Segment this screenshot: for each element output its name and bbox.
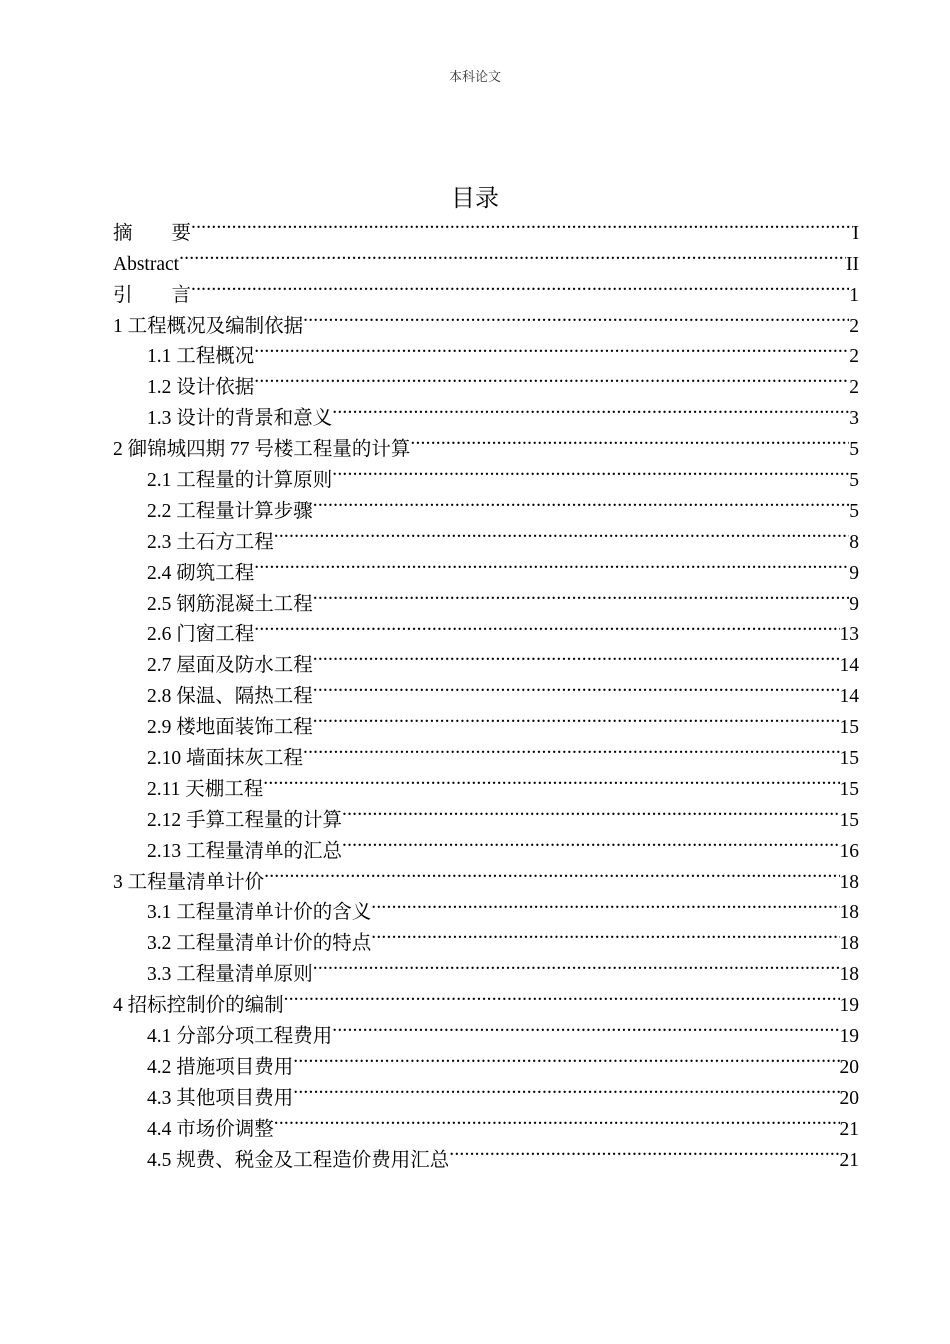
toc-entry-label: 2.13 工程量清单的汇总 xyxy=(147,840,343,862)
toc-entry-page-number: 3 xyxy=(849,408,859,430)
toc-dot-leader xyxy=(254,548,849,579)
toc-entry-label: 2.7 屋面及防水工程 xyxy=(147,655,313,677)
toc-entry-label: 4.4 市场价调整 xyxy=(147,1118,274,1140)
toc-dot-leader xyxy=(303,733,839,764)
toc-dot-leader xyxy=(264,857,839,888)
toc-entry-page-number: 18 xyxy=(839,871,859,893)
toc-entry-page-number: 9 xyxy=(849,562,859,584)
toc-dot-leader xyxy=(332,393,849,424)
toc-entry-label: 摘 要 xyxy=(113,222,192,244)
toc-dot-leader xyxy=(371,918,839,949)
toc-dot-leader xyxy=(342,795,839,826)
toc-entry-page-number: 15 xyxy=(839,717,859,739)
toc-entry-label: 1.3 设计的背景和意义 xyxy=(147,408,333,430)
toc-entry[interactable] xyxy=(113,208,859,244)
toc-entry-page-number: 8 xyxy=(849,531,859,553)
toc-entry-label: 引 言 xyxy=(113,284,192,306)
toc-entry-label: 3.3 工程量清单原则 xyxy=(147,964,313,986)
toc-entry-page-number: 15 xyxy=(839,778,859,800)
toc-dot-leader xyxy=(179,239,846,270)
toc-entry-label: 3.2 工程量清单计价的特点 xyxy=(147,933,372,955)
toc-entry-page-number: 18 xyxy=(839,902,859,924)
toc-entry[interactable] xyxy=(113,239,859,275)
toc-dot-leader xyxy=(313,640,840,671)
table-of-contents xyxy=(113,208,859,1171)
toc-entry-label: 4.5 规费、税金及工程造价费用汇总 xyxy=(147,1149,450,1171)
toc-dot-leader xyxy=(254,362,849,393)
toc-entry-page-number: 2 xyxy=(849,377,859,399)
toc-dot-leader xyxy=(191,208,852,239)
toc-entry-label: 2.8 保温、隔热工程 xyxy=(147,686,313,708)
toc-entry-label: 1.2 设计依据 xyxy=(147,377,255,399)
page-header: 本科论文 xyxy=(448,69,501,84)
toc-entry-page-number: 19 xyxy=(839,1026,859,1048)
toc-dot-leader xyxy=(371,888,839,919)
toc-title: 目录 xyxy=(451,184,499,212)
toc-entry-page-number: I xyxy=(852,222,859,244)
toc-entry-page-number: 21 xyxy=(839,1149,859,1171)
toc-entry-page-number: 2 xyxy=(849,346,859,368)
toc-dot-leader xyxy=(303,301,849,332)
toc-entry-page-number: 14 xyxy=(839,686,859,708)
toc-entry-page-number: 5 xyxy=(849,470,859,492)
toc-entry-label: 4.1 分部分项工程费用 xyxy=(147,1026,333,1048)
toc-entry-page-number: 14 xyxy=(839,655,859,677)
toc-entry-label: 1 工程概况及编制依据 xyxy=(113,315,304,337)
toc-dot-leader xyxy=(254,332,849,363)
toc-entry-label: 2.2 工程量计算步骤 xyxy=(147,500,313,522)
toc-entry-label: 2.6 门窗工程 xyxy=(147,624,255,646)
toc-entry-label: 3.1 工程量清单计价的含义 xyxy=(147,902,372,924)
toc-entry-label: 2.11 天棚工程 xyxy=(147,778,264,800)
toc-entry-page-number: II xyxy=(846,253,859,275)
toc-entry-page-number: 13 xyxy=(839,624,859,646)
toc-dot-leader xyxy=(332,455,849,486)
toc-dot-leader xyxy=(449,1135,839,1166)
toc-dot-leader xyxy=(274,1104,840,1135)
toc-entry-label: 2.1 工程量的计算原则 xyxy=(147,470,333,492)
toc-entry-page-number: 21 xyxy=(839,1118,859,1140)
toc-entry-page-number: 5 xyxy=(849,439,859,461)
toc-dot-leader xyxy=(293,1073,839,1104)
toc-entry-label: 2.12 手算工程量的计算 xyxy=(147,809,343,831)
toc-entry-page-number: 15 xyxy=(839,748,859,770)
toc-dot-leader xyxy=(254,610,839,641)
toc-entry-label: Abstract xyxy=(113,253,180,275)
toc-dot-leader xyxy=(313,702,840,733)
toc-entry-label: 2.10 墙面抹灰工程 xyxy=(147,748,304,770)
toc-dot-leader xyxy=(313,949,840,980)
toc-entry-label: 4.3 其他项目费用 xyxy=(147,1087,294,1109)
toc-entry-label: 4 招标控制价的编制 xyxy=(113,995,284,1017)
toc-entry-label: 2.5 钢筋混凝土工程 xyxy=(147,593,313,615)
toc-dot-leader xyxy=(293,1042,839,1073)
toc-entry-page-number: 18 xyxy=(839,964,859,986)
toc-entry[interactable] xyxy=(113,301,859,337)
toc-dot-leader xyxy=(313,671,840,702)
toc-dot-leader xyxy=(274,517,849,548)
toc-entry-label: 2.3 土石方工程 xyxy=(147,531,274,553)
toc-entry-page-number: 5 xyxy=(849,500,859,522)
toc-dot-leader xyxy=(410,424,849,455)
toc-entry-page-number: 20 xyxy=(839,1056,859,1078)
toc-entry-label: 4.2 措施项目费用 xyxy=(147,1056,294,1078)
toc-dot-leader xyxy=(313,579,849,610)
toc-dot-leader xyxy=(263,764,839,795)
toc-dot-leader xyxy=(284,980,840,1011)
toc-entry-page-number: 2 xyxy=(849,315,859,337)
toc-entry-page-number: 9 xyxy=(849,593,859,615)
toc-entry-label: 2.9 楼地面装饰工程 xyxy=(147,717,313,739)
toc-entry-label: 1.1 工程概况 xyxy=(147,346,255,368)
toc-entry-label: 3 工程量清单计价 xyxy=(113,871,265,893)
toc-entry-page-number: 15 xyxy=(839,809,859,831)
toc-entry-label: 2.4 砌筑工程 xyxy=(147,562,255,584)
toc-entry-page-number: 16 xyxy=(839,840,859,862)
toc-entry-page-number: 1 xyxy=(849,284,859,306)
toc-entry-label: 2 御锦城四期 77 号楼工程量的计算 xyxy=(113,439,411,461)
toc-dot-leader xyxy=(342,826,839,857)
toc-dot-leader xyxy=(313,486,849,517)
toc-dot-leader xyxy=(191,270,849,301)
toc-entry-page-number: 19 xyxy=(839,995,859,1017)
toc-dot-leader xyxy=(332,1011,839,1042)
toc-entry-page-number: 20 xyxy=(839,1087,859,1109)
toc-entry-page-number: 18 xyxy=(839,933,859,955)
toc-entry[interactable] xyxy=(113,270,859,306)
